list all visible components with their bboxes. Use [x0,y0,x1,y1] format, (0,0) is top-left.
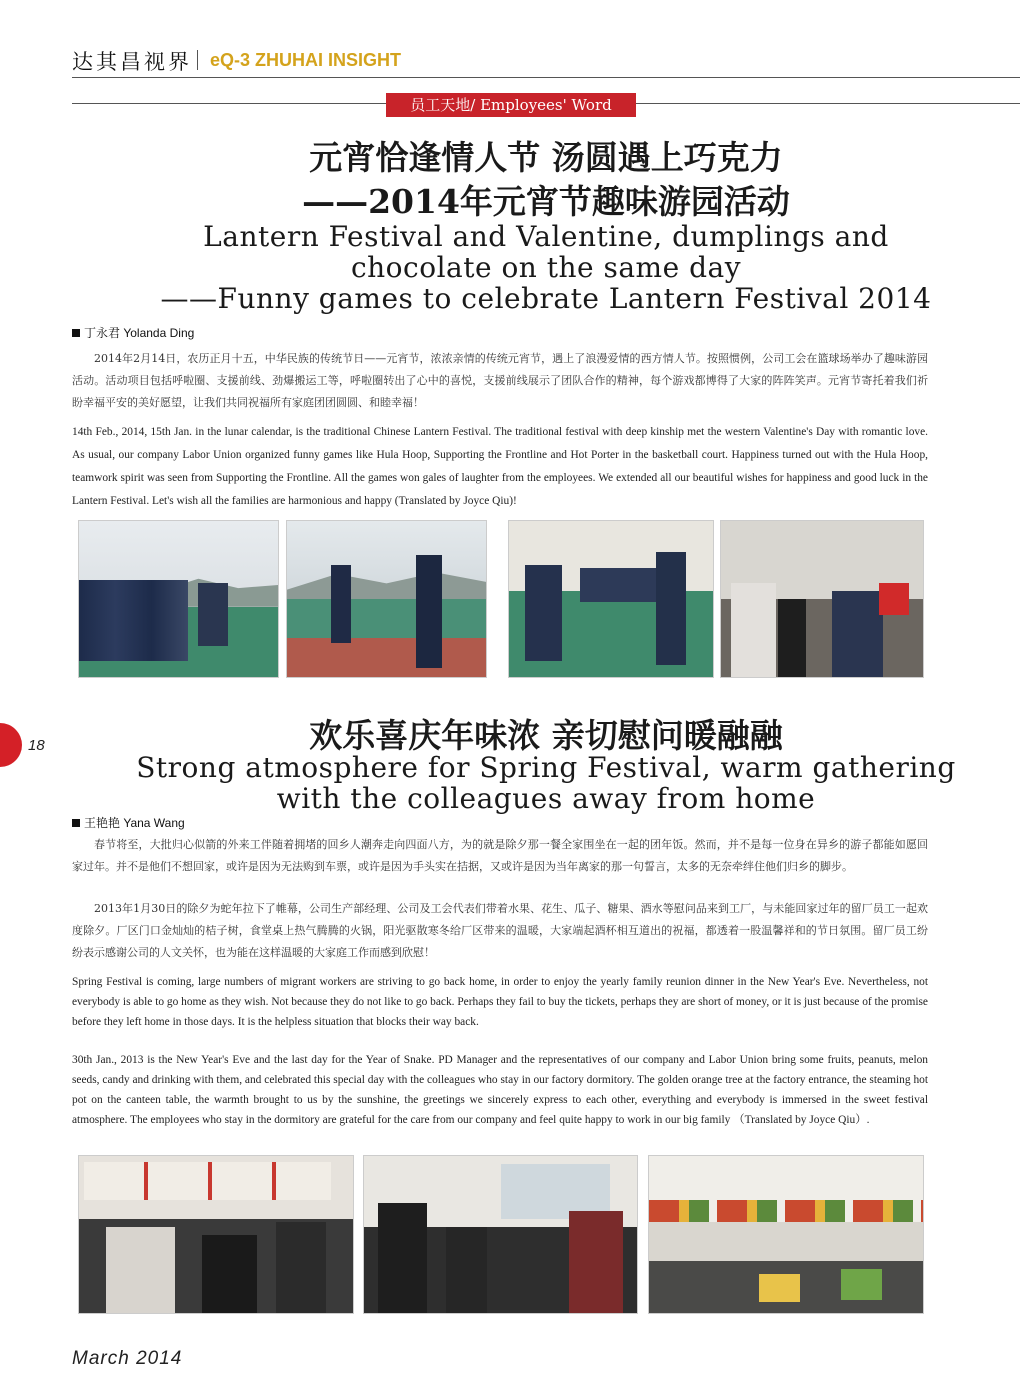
article1-byline-text: 丁永君 Yolanda Ding [84,326,195,340]
article1-byline [72,324,194,341]
photo-hot-porter [720,520,924,678]
article2-paragraph-en-1: Spring Festival is coming, large numbers of migrant workers are striving to go back home, in order to enjoy the yearly family reunion dinner in the New Year's Eve. Nevertheless, not everybody is able to go home as they wish. Not because they do not like to go back. Perhaps they fail to buy the tickets, perhaps they are short of money, or it is just because of the promise before they left home in those days. It is the helpless situation that blocks their way back. [72,976,928,1028]
article2-paragraph-cn-1: 春节将至，大批归心似箭的外来工伴随着拥堵的回乡人潮奔走向四面八方，为的就是除夕那一餐全家围坐在一起的团年饭。然而，并不是每一位身在异乡的游子都能如愿回家过年。并不是他们不想回家，或许是因为无法购到车票，或许是因为手头实在拮据，又或许是因为当年离家的那一句誓言，太多的无奈牵绊住他们归乡的脚步。 [72,838,928,873]
masthead-chinese: 达其昌视界 [72,50,192,74]
article2-paragraph-en-2: 30th Jan., 2013 is the New Year's Eve and the last day for the Year of Snake. PD Manager and the representatives of our company and Labor Union bring some fruits, peanuts, melon seeds, candy and drinking with them, and celebrated this special day with the colleagues who stay in our factory dormitory. The golden orange tree at the factory entrance, the steaming hot pot on the canteen table, the warmth brought to us by the sunshine, the greetings we sincerely express to each other, everything and everybody is immersed in the sweet festival atmosphere. The employees who stay in the dormitory are grateful for the care from our company and feel quite happy to work in our big family （Translated by Joyce Qiu）. [72,1054,928,1126]
page-number-tab [0,723,22,767]
article1-paragraph-en: 14th Feb., 2014, 15th Jan. in the lunar calendar, is the traditional Chinese Lantern Festival. The traditional festival with deep kinship met the western Valentine's Day with romantic love. As usual, our company Labor Union organized funny games like Hula Hoop, Supporting the Frontline and Hot Porter in the basketball court. Happiness turned out with the Hula Hoop, teamwork spirit was seen from Supporting the Frontline. All the games won gales of laughter from the employees. We extended all our beautiful wishes for happiness and good luck in the Lantern Festival. Let's wish all the families are harmonious and happy (Translated by Joyce Qiu)! [72,426,928,507]
photo-canteen-gathering [78,1155,354,1314]
byline-square-icon [72,329,80,337]
masthead-english: eQ-3 ZHUHAI INSIGHT [210,50,402,70]
page-number: 18 [28,737,45,754]
photo-games-lineup [78,520,279,678]
article1-title-cn-line2: ——2014年元宵节趣味游园活动 [302,182,790,221]
photo-hotpot-table [363,1155,638,1314]
footer-date: March 2014 [72,1348,183,1369]
article2-title-cn: 欢乐喜庆年味浓 亲切慰问暖融融 [309,716,783,755]
article2-title-en-line1: Strong atmosphere for Spring Festival, warm gathering [136,751,956,784]
article2-title-en-line2: with the colleagues away from home [276,782,816,815]
photo-hula-hoop [286,520,487,678]
photo-canteen-hall [648,1155,924,1314]
article1-title-en-line1: Lantern Festival and Valentine, dumplings and [203,220,889,253]
article1-title-cn-line1: 元宵恰逢情人节 汤圆遇上巧克力 [309,138,783,177]
article2-byline-text: 王艳艳 Yana Wang [84,816,185,830]
header-rule [72,77,1020,78]
article2-paragraph-cn-2: 2013年1月30日的除夕为蛇年拉下了帷幕，公司生产部经理、公司及工会代表们带着水果、花生、瓜子、糖果、酒水等慰问品来到工厂，与未能回家过年的留厂员工一起欢度除夕。厂区门口金灿灿的桔子树，食堂桌上热气腾腾的火锅，阳光驱散寒冬给厂区带来的温暖，大家端起酒杯相互道出的祝福，都透着一股温馨祥和的节日氛围。留厂员工纷纷表示感谢公司的人文关怀，也为能在这样温暖的大家庭工作而感到欣慰！ [72,902,928,959]
article1-paragraph-cn: 2014年2月14日，农历正月十五，中华民族的传统节日——元宵节，浓浓亲情的传统元宵节，遇上了浪漫爱情的西方情人节。按照惯例，公司工会在篮球场举办了趣味游园活动。活动项目包括呼啦圈、支援前线、劲爆搬运工等，呼啦圈转出了心中的喜悦，支援前线展示了团队合作的精神，每个游戏都博得了大家的阵阵笑声。元宵节寄托着我们祈盼幸福平安的美好愿望，让我们共同祝福所有家庭团团圆圆、和睦幸福！ [72,352,928,409]
article2-byline [72,814,185,831]
byline-square-icon [72,819,80,827]
article1-title-en-line2: chocolate on the same day [350,251,742,284]
masthead-divider [197,50,198,70]
article1-title-en-line3: ——Funny games to celebrate Lantern Festival 2014 [160,282,932,315]
photo-support-frontline [508,520,714,678]
section-tab: 员工天地/ Employees' Word [386,93,636,117]
